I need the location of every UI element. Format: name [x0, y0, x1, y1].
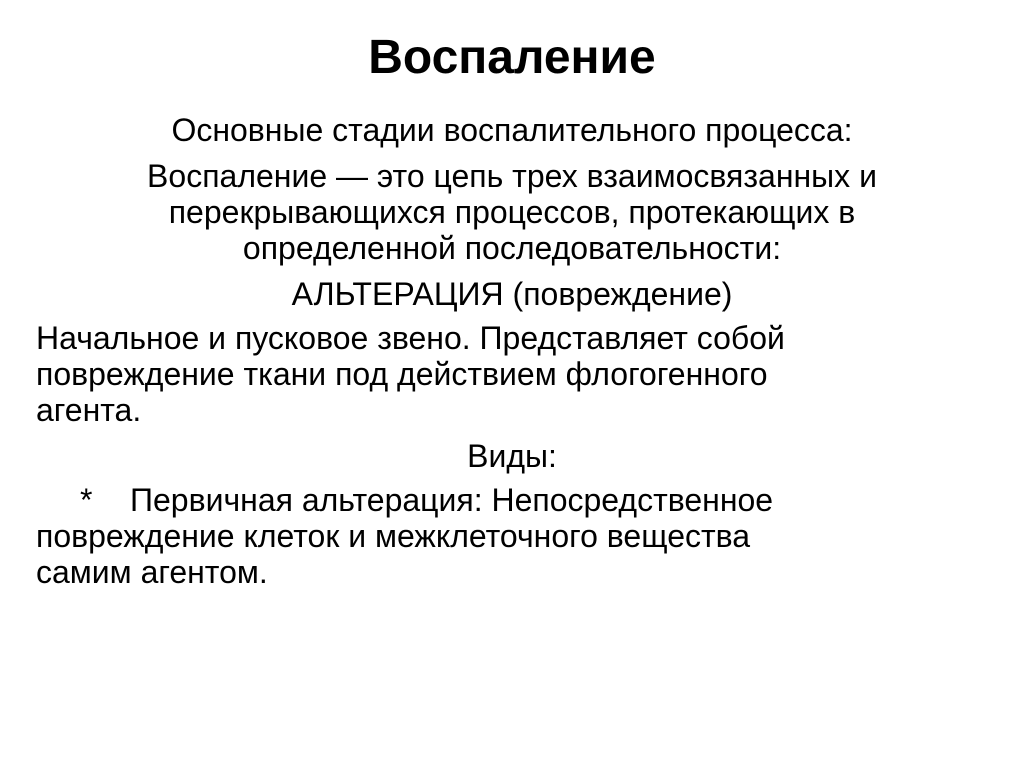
stage-description-line: Начальное и пусковое звено. Представляет собой — [36, 320, 785, 356]
subtitle: Основные стадии воспалительного процесса: — [171, 112, 853, 148]
slide-body — [36, 112, 988, 590]
bullet-first-line — [36, 482, 988, 518]
intro-line: Воспаление — это цепь трех взаимосвязанных и — [147, 158, 877, 194]
slide-title: Воспаление — [368, 31, 656, 84]
types-heading: Виды: — [467, 438, 557, 474]
stage-description — [36, 320, 988, 428]
bullet-marker: * — [80, 482, 93, 518]
intro-paragraph — [36, 158, 988, 266]
stage-description-line: агента. — [36, 392, 142, 428]
stage-description-line: повреждение ткани под действием флогогенного — [36, 356, 768, 392]
intro-line: перекрывающихся процессов, протекающих в — [168, 194, 856, 230]
bullet-line: самим агентом. — [36, 554, 268, 590]
intro-line: определенной последовательности: — [242, 230, 782, 266]
bullet-line: Первичная альтерация: Непосредственное — [130, 482, 774, 518]
bullet-line: повреждение клеток и межклеточного вещества — [36, 518, 751, 554]
stage-heading: АЛЬТЕРАЦИЯ (повреждение) — [291, 276, 733, 312]
bullet-item — [36, 482, 988, 590]
